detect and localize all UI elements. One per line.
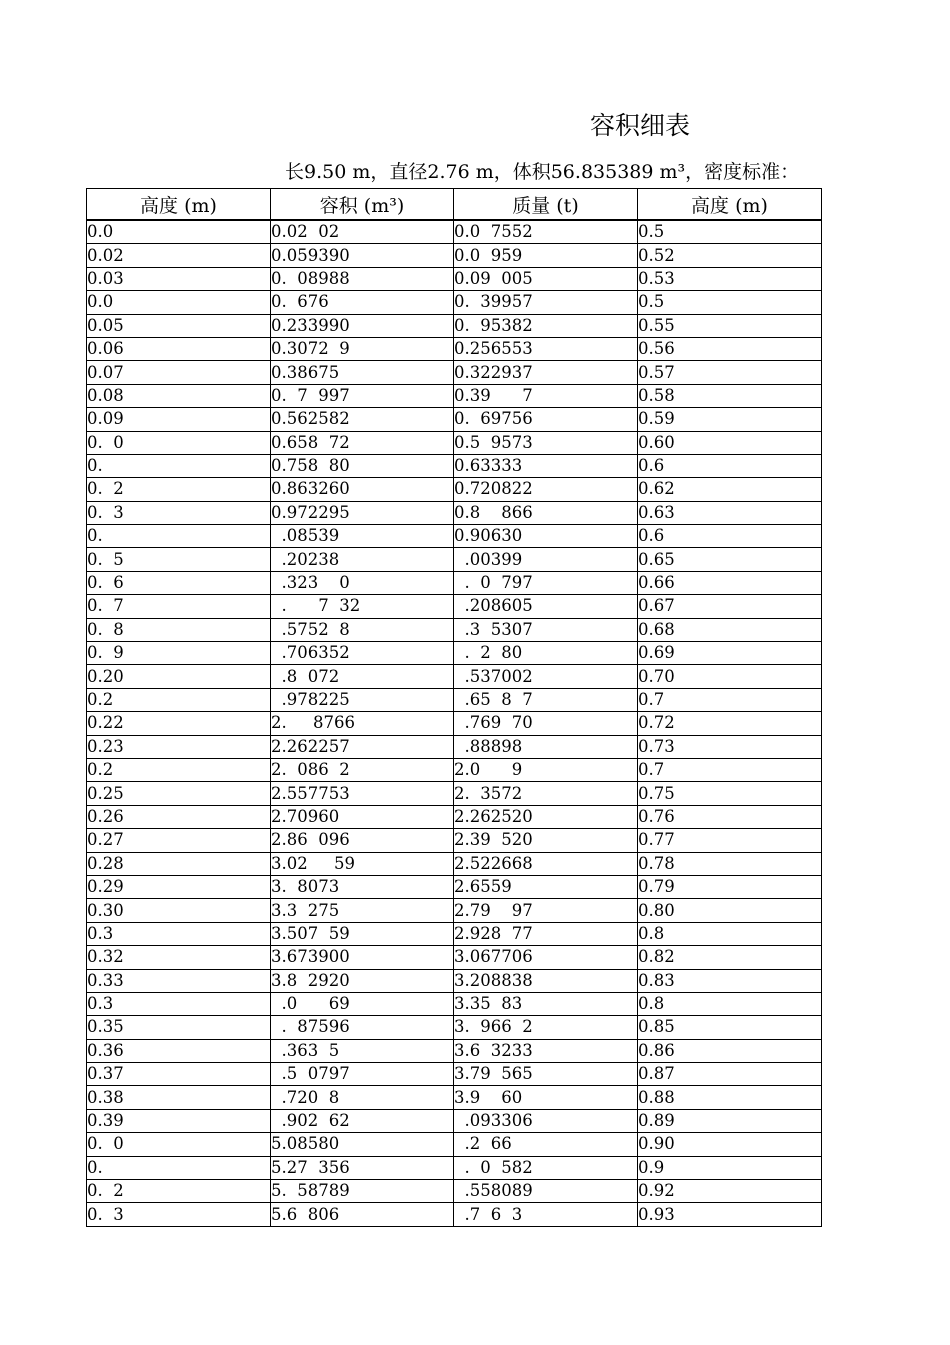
cell-volume: 0. 08988 bbox=[271, 267, 454, 290]
cell-height: 0.03 bbox=[87, 267, 271, 290]
table-row bbox=[87, 384, 822, 407]
table-row bbox=[87, 618, 822, 641]
table-row bbox=[87, 1063, 822, 1086]
cell-height-2: 0.68 bbox=[638, 618, 822, 641]
cell-volume: 0.02 02 bbox=[271, 220, 454, 244]
cell-volume: 3.3 275 bbox=[271, 899, 454, 922]
cell-height: 0.26 bbox=[87, 805, 271, 828]
table-row bbox=[87, 1086, 822, 1109]
cell-height-2: 0.79 bbox=[638, 875, 822, 898]
cell-mass: 2.928 77 bbox=[454, 922, 638, 945]
cell-height-2: 0.60 bbox=[638, 431, 822, 454]
cell-height-2: 0.66 bbox=[638, 571, 822, 594]
cell-height: 0.0 bbox=[87, 291, 271, 314]
cell-volume: .0 69 bbox=[271, 992, 454, 1015]
cell-height-2: 0.52 bbox=[638, 244, 822, 267]
page-title: 容积细表 bbox=[589, 111, 690, 140]
cell-height-2: 0.57 bbox=[638, 361, 822, 384]
cell-volume: 2.70960 bbox=[271, 805, 454, 828]
cell-mass: .093306 bbox=[454, 1109, 638, 1132]
cell-mass: .3 5307 bbox=[454, 618, 638, 641]
table-row bbox=[87, 1156, 822, 1179]
cell-volume: . 87596 bbox=[271, 1016, 454, 1039]
cell-mass: 2.0 9 bbox=[454, 758, 638, 781]
cell-height-2: 0.93 bbox=[638, 1203, 822, 1226]
table-row bbox=[87, 758, 822, 781]
cell-volume: .978225 bbox=[271, 688, 454, 711]
cell-height-2: 0.75 bbox=[638, 782, 822, 805]
table-row bbox=[87, 969, 822, 992]
cell-height: 0.3 bbox=[87, 992, 271, 1015]
column-header-volume: 容积 (m³) bbox=[271, 189, 454, 221]
table-row bbox=[87, 688, 822, 711]
cell-height-2: 0.88 bbox=[638, 1086, 822, 1109]
table-row bbox=[87, 571, 822, 594]
cell-volume: 5. 58789 bbox=[271, 1180, 454, 1203]
cell-mass: 0.0 959 bbox=[454, 244, 638, 267]
cell-volume: 3.02 59 bbox=[271, 852, 454, 875]
cell-mass: 2.522668 bbox=[454, 852, 638, 875]
cell-height-2: 0.62 bbox=[638, 478, 822, 501]
cell-height: 0. 3 bbox=[87, 1203, 271, 1226]
cell-height: 0.37 bbox=[87, 1063, 271, 1086]
cell-mass: .769 70 bbox=[454, 712, 638, 735]
cell-height: 0.08 bbox=[87, 384, 271, 407]
cell-height-2: 0.83 bbox=[638, 969, 822, 992]
cell-height: 0.33 bbox=[87, 969, 271, 992]
cell-height: 0.0 bbox=[87, 220, 271, 244]
column-header-mass: 质量 (t) bbox=[454, 189, 638, 221]
cell-mass: 0.720822 bbox=[454, 478, 638, 501]
cell-volume: 0.658 72 bbox=[271, 431, 454, 454]
table-row bbox=[87, 267, 822, 290]
cell-height-2: 0.59 bbox=[638, 408, 822, 431]
cell-height: 0.38 bbox=[87, 1086, 271, 1109]
cell-mass: 3.9 60 bbox=[454, 1086, 638, 1109]
cell-height-2: 0.6 bbox=[638, 454, 822, 477]
cell-mass: . 0 582 bbox=[454, 1156, 638, 1179]
table-row bbox=[87, 922, 822, 945]
column-header-height-2: 高度 (m) bbox=[638, 189, 822, 221]
cell-height: 0. 2 bbox=[87, 1180, 271, 1203]
cell-volume: 0.38675 bbox=[271, 361, 454, 384]
cell-mass: 3.6 3233 bbox=[454, 1039, 638, 1062]
cell-mass: 3.79 565 bbox=[454, 1063, 638, 1086]
cell-height-2: 0.77 bbox=[638, 829, 822, 852]
table-row bbox=[87, 1016, 822, 1039]
cell-height-2: 0.7 bbox=[638, 758, 822, 781]
table-row bbox=[87, 361, 822, 384]
cell-mass: .558089 bbox=[454, 1180, 638, 1203]
cell-volume: 0.562582 bbox=[271, 408, 454, 431]
cell-mass: .537002 bbox=[454, 665, 638, 688]
table-header-row bbox=[87, 189, 822, 221]
table-row bbox=[87, 1039, 822, 1062]
cell-height: 0.06 bbox=[87, 337, 271, 360]
table-row bbox=[87, 852, 822, 875]
cell-height: 0.02 bbox=[87, 244, 271, 267]
cell-height: 0.27 bbox=[87, 829, 271, 852]
table-row bbox=[87, 337, 822, 360]
cell-volume: .902 62 bbox=[271, 1109, 454, 1132]
cell-height-2: 0.80 bbox=[638, 899, 822, 922]
cell-volume: 2.557753 bbox=[271, 782, 454, 805]
table-row bbox=[87, 782, 822, 805]
cell-height-2: 0.70 bbox=[638, 665, 822, 688]
table-row bbox=[87, 291, 822, 314]
cell-mass: 3. 966 2 bbox=[454, 1016, 638, 1039]
cell-height-2: 0.69 bbox=[638, 642, 822, 665]
cell-mass: 0. 69756 bbox=[454, 408, 638, 431]
cell-height: 0. 0 bbox=[87, 1133, 271, 1156]
cell-mass: . 0 797 bbox=[454, 571, 638, 594]
cell-height: 0.22 bbox=[87, 712, 271, 735]
cell-height-2: 0.53 bbox=[638, 267, 822, 290]
cell-volume: .363 5 bbox=[271, 1039, 454, 1062]
cell-height: 0. bbox=[87, 1156, 271, 1179]
table-row bbox=[87, 478, 822, 501]
cell-volume: 0.758 80 bbox=[271, 454, 454, 477]
tank-spec-line: 长9.50 m，直径2.76 m，体积56.835389 m³，密度标准： bbox=[285, 161, 800, 183]
cell-volume: 2.262257 bbox=[271, 735, 454, 758]
cell-volume: .5752 8 bbox=[271, 618, 454, 641]
cell-mass: .2 66 bbox=[454, 1133, 638, 1156]
cell-height: 0.39 bbox=[87, 1109, 271, 1132]
cell-height-2: 0.85 bbox=[638, 1016, 822, 1039]
cell-mass: 2.6559 bbox=[454, 875, 638, 898]
cell-volume: 3.673900 bbox=[271, 946, 454, 969]
table-row bbox=[87, 992, 822, 1015]
cell-volume: 3. 8073 bbox=[271, 875, 454, 898]
cell-height-2: 0.78 bbox=[638, 852, 822, 875]
cell-height: 0.29 bbox=[87, 875, 271, 898]
cell-height: 0. 7 bbox=[87, 595, 271, 618]
cell-mass: . 2 80 bbox=[454, 642, 638, 665]
cell-volume: 0.059390 bbox=[271, 244, 454, 267]
cell-volume: 0. 7 997 bbox=[271, 384, 454, 407]
table-row bbox=[87, 875, 822, 898]
table-body bbox=[87, 220, 822, 1226]
cell-height: 0. 3 bbox=[87, 501, 271, 524]
cell-volume: .5 0797 bbox=[271, 1063, 454, 1086]
table-row bbox=[87, 642, 822, 665]
cell-height: 0.25 bbox=[87, 782, 271, 805]
table-row bbox=[87, 548, 822, 571]
cell-mass: 0.0 7552 bbox=[454, 220, 638, 244]
cell-height-2: 0.5 bbox=[638, 220, 822, 244]
cell-volume: . 7 32 bbox=[271, 595, 454, 618]
cell-height-2: 0.92 bbox=[638, 1180, 822, 1203]
cell-mass: .00399 bbox=[454, 548, 638, 571]
cell-height: 0.09 bbox=[87, 408, 271, 431]
table-row bbox=[87, 1109, 822, 1132]
cell-volume: 0.972295 bbox=[271, 501, 454, 524]
cell-height: 0.23 bbox=[87, 735, 271, 758]
cell-height-2: 0.58 bbox=[638, 384, 822, 407]
cell-mass: .208605 bbox=[454, 595, 638, 618]
cell-height: 0.32 bbox=[87, 946, 271, 969]
cell-height: 0.36 bbox=[87, 1039, 271, 1062]
cell-mass: .7 6 3 bbox=[454, 1203, 638, 1226]
cell-mass: 0.256553 bbox=[454, 337, 638, 360]
cell-mass: 3.067706 bbox=[454, 946, 638, 969]
cell-volume: .20238 bbox=[271, 548, 454, 571]
cell-volume: 3.507 59 bbox=[271, 922, 454, 945]
table-row bbox=[87, 220, 822, 244]
cell-height-2: 0.9 bbox=[638, 1156, 822, 1179]
table-row bbox=[87, 946, 822, 969]
cell-height: 0.20 bbox=[87, 665, 271, 688]
cell-volume: 2.86 096 bbox=[271, 829, 454, 852]
cell-volume: 0. 676 bbox=[271, 291, 454, 314]
table-row bbox=[87, 595, 822, 618]
cell-height-2: 0.76 bbox=[638, 805, 822, 828]
cell-height-2: 0.89 bbox=[638, 1109, 822, 1132]
cell-height-2: 0.8 bbox=[638, 922, 822, 945]
cell-mass: 2.39 520 bbox=[454, 829, 638, 852]
cell-volume: 3.8 2920 bbox=[271, 969, 454, 992]
cell-mass: .65 8 7 bbox=[454, 688, 638, 711]
cell-height: 0. bbox=[87, 525, 271, 548]
table-row bbox=[87, 501, 822, 524]
table-row bbox=[87, 1180, 822, 1203]
cell-mass: 3.208838 bbox=[454, 969, 638, 992]
cell-height: 0. 2 bbox=[87, 478, 271, 501]
cell-height-2: 0.72 bbox=[638, 712, 822, 735]
cell-mass: 2.262520 bbox=[454, 805, 638, 828]
cell-height: 0.35 bbox=[87, 1016, 271, 1039]
cell-volume: 5.6 806 bbox=[271, 1203, 454, 1226]
cell-height-2: 0.90 bbox=[638, 1133, 822, 1156]
cell-volume: 2. 086 2 bbox=[271, 758, 454, 781]
cell-height: 0.2 bbox=[87, 688, 271, 711]
table-row bbox=[87, 712, 822, 735]
column-header-height: 高度 (m) bbox=[87, 189, 271, 221]
cell-height: 0.07 bbox=[87, 361, 271, 384]
table-row bbox=[87, 454, 822, 477]
cell-mass: 0.90630 bbox=[454, 525, 638, 548]
table-row bbox=[87, 805, 822, 828]
cell-mass: 0.39 7 bbox=[454, 384, 638, 407]
table-row bbox=[87, 899, 822, 922]
cell-height-2: 0.8 bbox=[638, 992, 822, 1015]
table-row bbox=[87, 408, 822, 431]
table-row bbox=[87, 1133, 822, 1156]
cell-volume: 5.27 356 bbox=[271, 1156, 454, 1179]
cell-mass: 0. 39957 bbox=[454, 291, 638, 314]
cell-mass: 2.79 97 bbox=[454, 899, 638, 922]
cell-volume: .323 0 bbox=[271, 571, 454, 594]
table-row bbox=[87, 829, 822, 852]
cell-height-2: 0.82 bbox=[638, 946, 822, 969]
cell-mass: 0.5 9573 bbox=[454, 431, 638, 454]
cell-height-2: 0.73 bbox=[638, 735, 822, 758]
table-row bbox=[87, 1203, 822, 1226]
cell-height: 0.30 bbox=[87, 899, 271, 922]
cell-mass: 0.09 005 bbox=[454, 267, 638, 290]
cell-height-2: 0.86 bbox=[638, 1039, 822, 1062]
cell-volume: 2. 8766 bbox=[271, 712, 454, 735]
cell-mass: .88898 bbox=[454, 735, 638, 758]
cell-mass: 0.8 866 bbox=[454, 501, 638, 524]
cell-volume: .706352 bbox=[271, 642, 454, 665]
cell-height-2: 0.5 bbox=[638, 291, 822, 314]
cell-volume: .08539 bbox=[271, 525, 454, 548]
cell-height: 0.3 bbox=[87, 922, 271, 945]
cell-volume: .8 072 bbox=[271, 665, 454, 688]
cell-height: 0. 8 bbox=[87, 618, 271, 641]
cell-height: 0. bbox=[87, 454, 271, 477]
cell-height-2: 0.56 bbox=[638, 337, 822, 360]
table-row bbox=[87, 735, 822, 758]
cell-mass: 0.63333 bbox=[454, 454, 638, 477]
cell-mass: 0. 95382 bbox=[454, 314, 638, 337]
cell-volume: .720 8 bbox=[271, 1086, 454, 1109]
cell-height-2: 0.63 bbox=[638, 501, 822, 524]
cell-volume: 0.3072 9 bbox=[271, 337, 454, 360]
cell-height: 0.28 bbox=[87, 852, 271, 875]
cell-height-2: 0.6 bbox=[638, 525, 822, 548]
cell-mass: 3.35 83 bbox=[454, 992, 638, 1015]
cell-height-2: 0.67 bbox=[638, 595, 822, 618]
table-row bbox=[87, 665, 822, 688]
table-row bbox=[87, 525, 822, 548]
cell-height-2: 0.55 bbox=[638, 314, 822, 337]
table-row bbox=[87, 314, 822, 337]
cell-mass: 2. 3572 bbox=[454, 782, 638, 805]
cell-height-2: 0.87 bbox=[638, 1063, 822, 1086]
cell-height: 0.2 bbox=[87, 758, 271, 781]
table-row bbox=[87, 244, 822, 267]
cell-height: 0. 9 bbox=[87, 642, 271, 665]
cell-volume: 5.08580 bbox=[271, 1133, 454, 1156]
cell-height-2: 0.65 bbox=[638, 548, 822, 571]
cell-volume: 0.863260 bbox=[271, 478, 454, 501]
cell-height: 0. 0 bbox=[87, 431, 271, 454]
volume-table bbox=[86, 188, 822, 1227]
cell-height: 0. 5 bbox=[87, 548, 271, 571]
cell-height-2: 0.7 bbox=[638, 688, 822, 711]
cell-volume: 0.233990 bbox=[271, 314, 454, 337]
cell-mass: 0.322937 bbox=[454, 361, 638, 384]
cell-height: 0.05 bbox=[87, 314, 271, 337]
table-row bbox=[87, 431, 822, 454]
cell-height: 0. 6 bbox=[87, 571, 271, 594]
